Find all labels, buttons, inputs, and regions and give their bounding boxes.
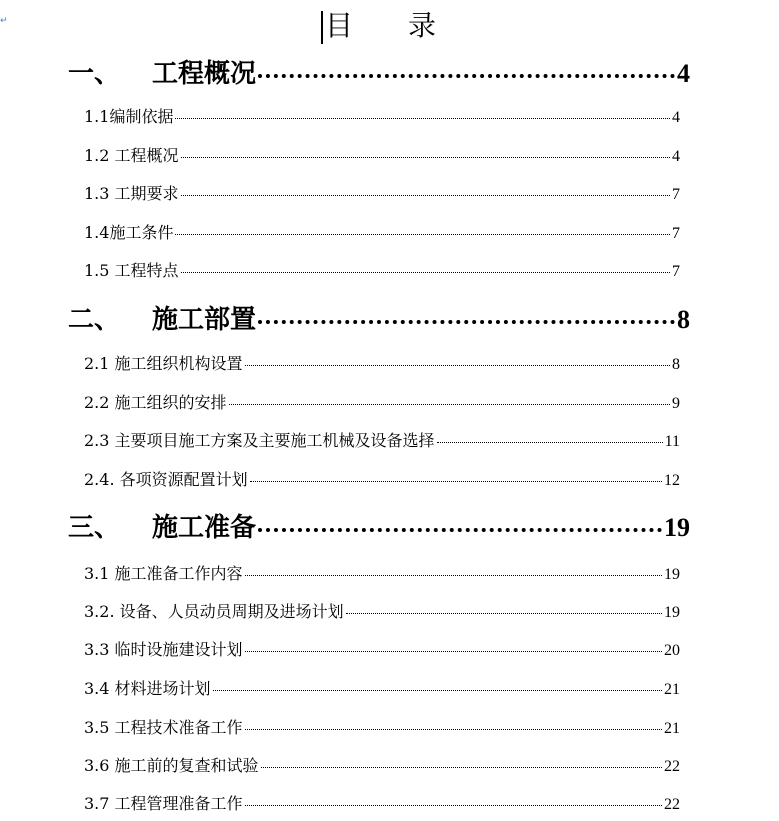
section-page-number: 4 bbox=[677, 59, 690, 88]
toc-section-1[interactable] bbox=[68, 52, 690, 88]
toc-item-page: 20 bbox=[664, 642, 680, 659]
toc-item-page: 8 bbox=[672, 356, 680, 373]
toc-item-label: 2.2 施工组织的安排 bbox=[84, 393, 227, 412]
toc-item-label: 2.3 主要项目施工方案及主要施工机械及设备选择 bbox=[84, 431, 435, 450]
toc-item-label: 3.2. 设备、人员动员周期及进场计划 bbox=[84, 602, 344, 621]
section-label: 工程概况 bbox=[152, 59, 257, 89]
toc-item-3-4[interactable] bbox=[84, 676, 680, 700]
dot-leader bbox=[181, 256, 670, 273]
toc-item-page: 4 bbox=[672, 109, 680, 126]
section-page-number: 8 bbox=[677, 305, 690, 334]
dot-leader bbox=[245, 559, 662, 576]
toc-item-page: 22 bbox=[664, 796, 680, 813]
toc-title-char-1: 目 bbox=[325, 9, 354, 42]
section-number: 一、 bbox=[68, 59, 121, 89]
toc-item-1-1[interactable] bbox=[84, 104, 680, 128]
toc-item-1-4[interactable] bbox=[84, 220, 680, 244]
dot-leader bbox=[181, 179, 670, 196]
section-page-number: 19 bbox=[664, 513, 690, 542]
toc-title-char-2: 录 bbox=[408, 9, 437, 42]
toc-item-3-5[interactable] bbox=[84, 715, 680, 739]
toc-item-label: 3.5 工程技术准备工作 bbox=[84, 718, 243, 737]
toc-item-label: 1.2 工程概况 bbox=[84, 146, 179, 165]
toc-item-page: 7 bbox=[672, 186, 680, 203]
toc-item-1-2[interactable] bbox=[84, 143, 680, 167]
toc-title bbox=[0, 4, 779, 44]
toc-item-1-5[interactable] bbox=[84, 258, 680, 282]
section-label: 施工部置 bbox=[152, 305, 257, 335]
toc-item-label: 3.7 工程管理准备工作 bbox=[84, 794, 243, 813]
dot-leader bbox=[346, 597, 662, 614]
toc-item-label: 1.1编制依据 bbox=[84, 107, 174, 126]
toc-item-page: 21 bbox=[664, 681, 680, 698]
toc-item-3-3[interactable] bbox=[84, 637, 680, 661]
toc-item-label: 2.4. 各项资源配置计划 bbox=[84, 470, 248, 489]
section-number: 二、 bbox=[68, 305, 121, 335]
paragraph-anchor-icon: ↵ bbox=[0, 16, 8, 26]
toc-item-3-1[interactable] bbox=[84, 561, 680, 585]
toc-item-page: 12 bbox=[664, 472, 680, 489]
toc-item-2-1[interactable] bbox=[84, 351, 680, 375]
toc-item-label: 3.4 材料进场计划 bbox=[84, 679, 211, 698]
dot-leader bbox=[245, 713, 662, 730]
dot-leader bbox=[175, 218, 670, 235]
dot-leader bbox=[175, 102, 670, 119]
text-cursor bbox=[321, 11, 323, 44]
dot-leader bbox=[245, 789, 662, 806]
toc-item-page: 21 bbox=[664, 720, 680, 737]
toc-item-page: 7 bbox=[672, 225, 680, 242]
toc-item-3-6[interactable] bbox=[84, 753, 680, 777]
toc-item-label: 3.6 施工前的复查和试验 bbox=[84, 756, 259, 775]
dot-leader bbox=[229, 388, 670, 405]
toc-item-2-4[interactable] bbox=[84, 467, 680, 491]
toc-item-3-7[interactable] bbox=[84, 791, 680, 815]
toc-item-label: 1.4施工条件 bbox=[84, 223, 174, 242]
toc-item-page: 4 bbox=[672, 148, 680, 165]
section-label: 施工准备 bbox=[152, 513, 257, 543]
dot-leader bbox=[258, 294, 675, 324]
toc-item-page: 22 bbox=[664, 758, 680, 775]
section-number: 三、 bbox=[68, 513, 121, 543]
toc-item-2-2[interactable] bbox=[84, 390, 680, 414]
dot-leader bbox=[181, 141, 670, 158]
toc-item-3-2[interactable] bbox=[84, 599, 680, 623]
toc-section-2[interactable] bbox=[68, 298, 690, 334]
toc-item-page: 19 bbox=[664, 566, 680, 583]
toc-item-label: 3.3 临时设施建设计划 bbox=[84, 640, 243, 659]
dot-leader bbox=[258, 502, 662, 532]
toc-section-3[interactable] bbox=[68, 506, 690, 542]
toc-item-page: 11 bbox=[664, 433, 680, 450]
toc-item-2-3[interactable] bbox=[84, 428, 680, 452]
dot-leader bbox=[245, 349, 670, 366]
dot-leader bbox=[213, 674, 662, 691]
dot-leader bbox=[245, 635, 662, 652]
dot-leader bbox=[250, 465, 662, 482]
toc-item-label: 1.5 工程特点 bbox=[84, 261, 179, 280]
toc-item-label: 1.3 工期要求 bbox=[84, 184, 179, 203]
dot-leader bbox=[437, 426, 663, 443]
toc-item-label: 3.1 施工准备工作内容 bbox=[84, 564, 243, 583]
toc-item-page: 19 bbox=[664, 604, 680, 621]
toc-item-1-3[interactable] bbox=[84, 181, 680, 205]
toc-item-page: 7 bbox=[672, 263, 680, 280]
toc-item-page: 9 bbox=[672, 395, 680, 412]
toc-item-label: 2.1 施工组织机构设置 bbox=[84, 354, 243, 373]
dot-leader bbox=[261, 751, 662, 768]
dot-leader bbox=[258, 48, 675, 78]
